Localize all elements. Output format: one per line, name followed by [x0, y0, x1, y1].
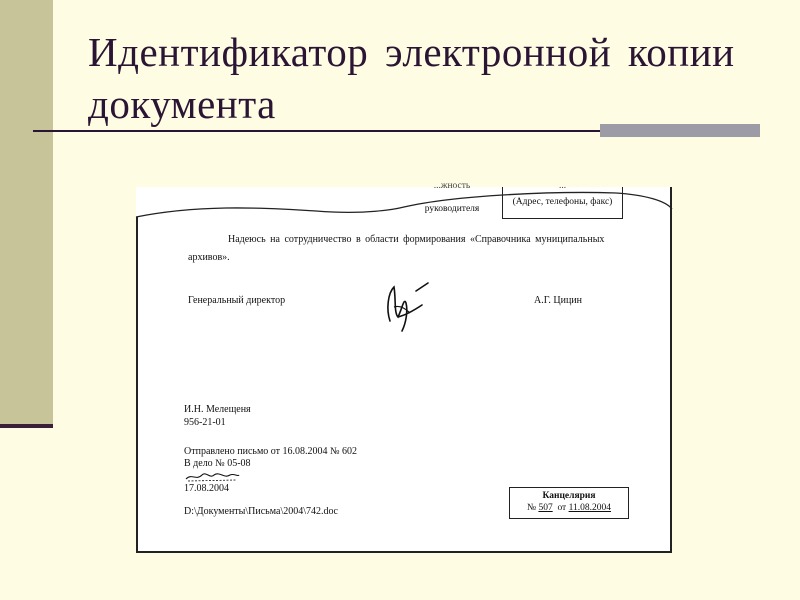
- stamp-registration-line: [510, 503, 628, 513]
- slide-title: Идентификатор электронной копии документа: [88, 29, 735, 127]
- file-path: D:\Документы\Письма\2004\742.doc: [184, 506, 338, 517]
- mark-date: 17.08.2004: [184, 483, 229, 494]
- left-accent-bar: [0, 0, 53, 424]
- header-cell-position-text: руководителя: [424, 204, 480, 214]
- file-note: В дело № 05-08: [184, 458, 251, 469]
- stamp-title: Канцелярия: [542, 491, 596, 501]
- header-cell-position: [404, 181, 500, 219]
- header-cell-address: [502, 181, 623, 219]
- signer-name: А.Г. Цицин: [534, 295, 583, 306]
- registration-stamp: [509, 487, 629, 519]
- title-rule: [33, 130, 600, 132]
- signer-position: Генеральный директор: [188, 295, 286, 306]
- stamp-number: 507: [538, 503, 553, 513]
- stamp-no-label: №: [526, 503, 537, 513]
- document-border-left: [136, 217, 138, 553]
- header-cell-address-partial: ...: [558, 181, 567, 191]
- executor-name: И.Н. Мелещеня: [184, 404, 251, 415]
- left-accent-underline: [0, 424, 53, 428]
- header-cell-address-text: (Адрес, телефоны, факс): [512, 197, 613, 207]
- document-border-bottom: [136, 551, 672, 553]
- body-line-1: Надеюсь на сотрудничество в области формирования «Справочника муниципальных: [228, 234, 605, 245]
- stamp-date: 11.08.2004: [568, 503, 611, 513]
- body-line-2: архивов».: [188, 252, 230, 263]
- scanned-document: [136, 181, 672, 553]
- executor-phone: 956-21-01: [184, 417, 226, 428]
- stamp-from-label: от: [557, 503, 567, 513]
- document-border-right: [670, 187, 672, 553]
- handwritten-initials: [184, 469, 240, 483]
- signature-mark: [376, 279, 436, 341]
- title-rule-block: [600, 124, 760, 137]
- header-cell-position-partial: ...жность: [433, 181, 471, 191]
- sent-note: Отправлено письмо от 16.08.2004 № 602: [184, 446, 358, 457]
